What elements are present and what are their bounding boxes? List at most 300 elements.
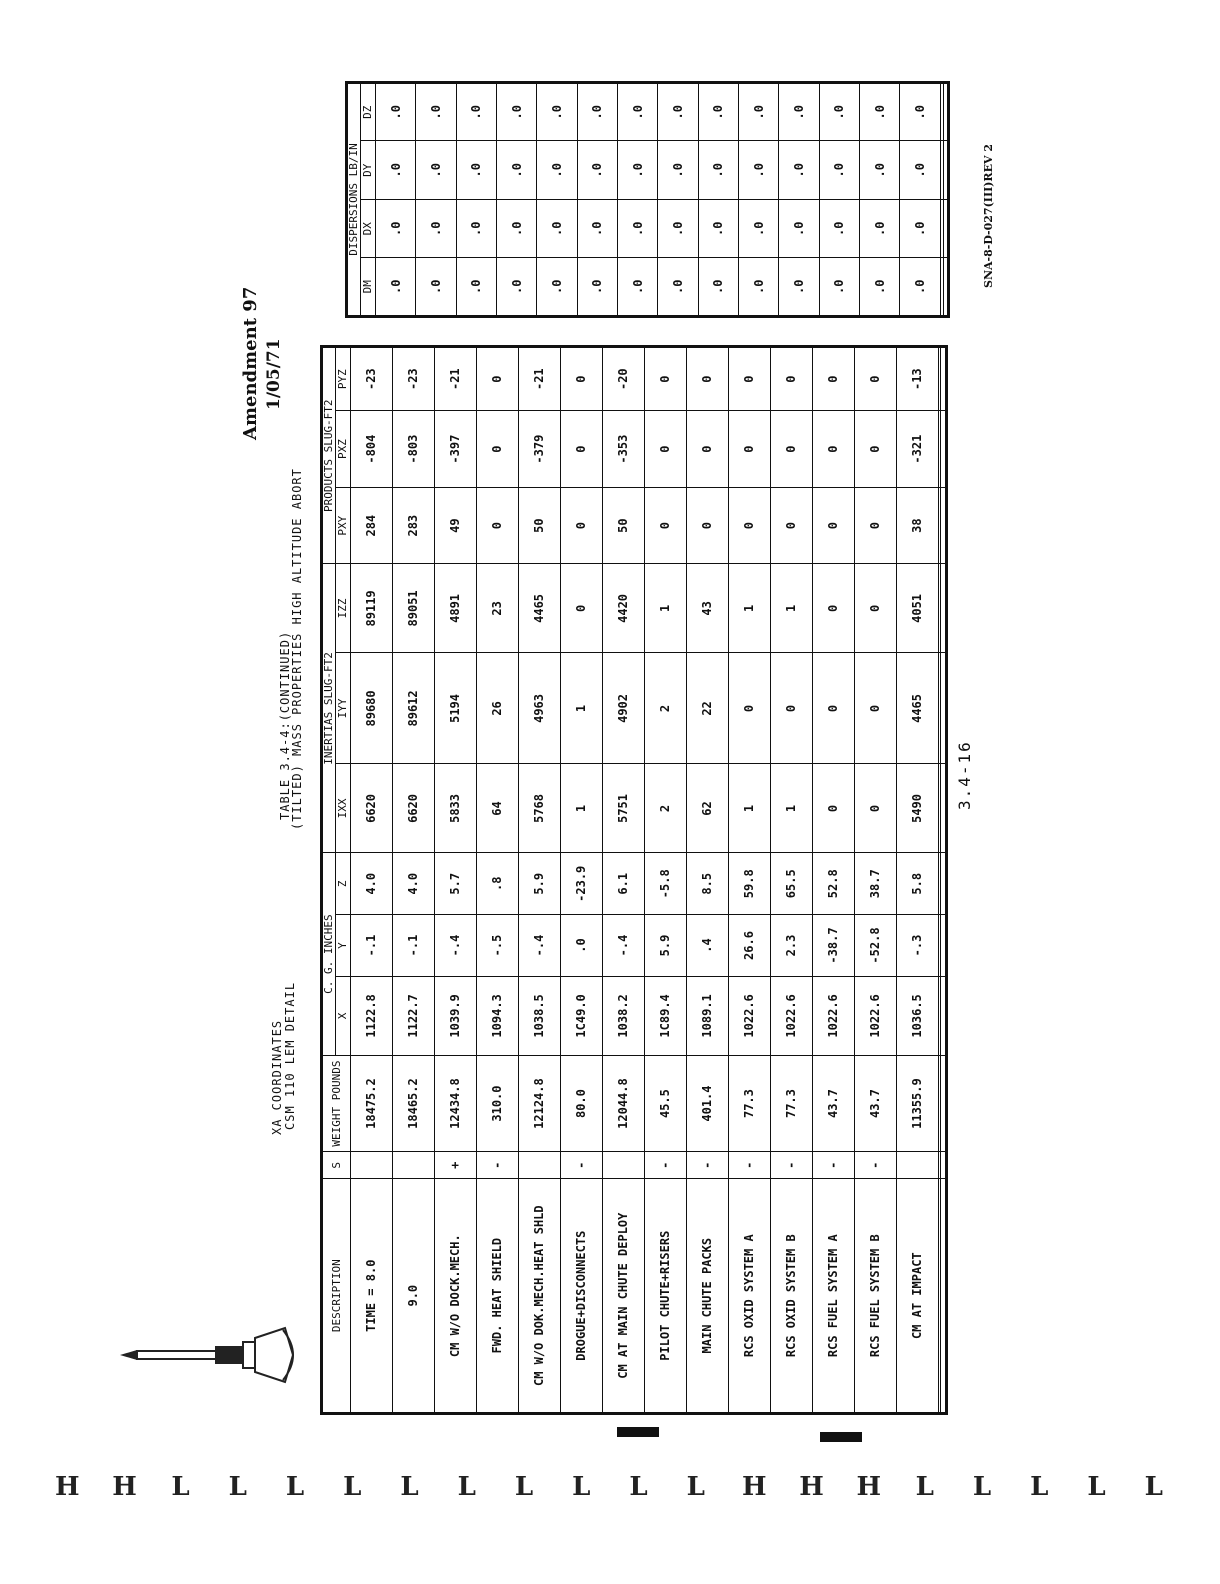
table-row: [351, 347, 393, 1414]
cell-desc: TIME = 8.0: [351, 1179, 393, 1414]
cell-y: .0: [560, 915, 602, 977]
table-row: [941, 347, 947, 1414]
cell-iyy: 0: [770, 653, 812, 764]
cell-s: [602, 1152, 644, 1179]
dispersion-cell: .0: [497, 200, 537, 259]
cell-s: -: [560, 1152, 602, 1179]
table-row: [518, 347, 560, 1414]
col-ixx: IXX: [336, 764, 351, 853]
cell-weight: 310.0: [476, 1055, 518, 1151]
punch-mark: L: [171, 1472, 190, 1502]
cell-desc: RCS OXID SYSTEM A: [728, 1179, 770, 1414]
cell-ixx: 64: [476, 764, 518, 853]
dispersion-cell: .0: [618, 141, 658, 200]
cell-desc: MAIN CHUTE PACKS: [686, 1179, 728, 1414]
cell-z: 5.9: [518, 853, 560, 915]
dispersion-cell: .0: [779, 200, 819, 259]
dispersion-cell: .0: [416, 258, 456, 317]
cell-z: 8.5: [686, 853, 728, 915]
cell-y: 26.6: [728, 915, 770, 977]
page-number: 3.4-16: [955, 740, 974, 810]
cell-pxy: 0: [476, 487, 518, 564]
cell-ixx: 6620: [351, 764, 393, 853]
cell-pyz: 0: [854, 347, 896, 411]
dispersions-row: [739, 83, 779, 317]
cell-pxy: 0: [644, 487, 686, 564]
cell-ixx: 6620: [392, 764, 434, 853]
cell-izz: 4465: [518, 564, 560, 653]
dispersion-cell: .0: [658, 141, 698, 200]
dispersion-cell: .0: [779, 258, 819, 317]
table-row: [770, 347, 812, 1414]
punch-mark: L: [457, 1472, 476, 1502]
dispersions-row: [497, 83, 537, 317]
dispersion-cell: .0: [658, 83, 698, 142]
cell-izz: 89119: [351, 564, 393, 653]
table-header-row: [322, 347, 336, 1414]
dispersion-cell: .0: [860, 258, 900, 317]
cell-y: -.1: [351, 915, 393, 977]
dispersions-row: [618, 83, 658, 317]
cell-ixx: 5833: [434, 764, 476, 853]
cell-izz: 1: [770, 564, 812, 653]
cell-weight: 401.4: [686, 1055, 728, 1151]
cell-desc: RCS OXID SYSTEM B: [770, 1179, 812, 1414]
cell-pxy: 0: [854, 487, 896, 564]
dispersion-cell: [943, 200, 949, 259]
dispersion-cell: .0: [497, 141, 537, 200]
cell-ixx: 5751: [602, 764, 644, 853]
cell-izz: 4420: [602, 564, 644, 653]
col-dm: DM: [361, 258, 376, 317]
cell-z: [941, 853, 947, 915]
vehicle-subtitle: CSM 110 LEM DETAIL: [283, 981, 297, 1130]
dispersions-row: [900, 83, 940, 317]
cell-pyz: 0: [644, 347, 686, 411]
cell-pxz: 0: [686, 411, 728, 488]
cell-z: 4.0: [392, 853, 434, 915]
cell-izz: 0: [560, 564, 602, 653]
col-dx: DX: [361, 200, 376, 259]
dispersions-title-row: [347, 83, 361, 317]
table-title: TABLE 3.4-4:(CONTINUED): [278, 630, 292, 820]
cell-pxy: 0: [560, 487, 602, 564]
cell-pxz: -321: [896, 411, 938, 488]
dispersion-cell: .0: [658, 200, 698, 259]
cell-s: +: [434, 1152, 476, 1179]
dispersion-cell: .0: [456, 200, 496, 259]
cell-izz: 1: [644, 564, 686, 653]
dispersions-row: [860, 83, 900, 317]
cell-x: 1022.6: [812, 976, 854, 1055]
dispersion-cell: [943, 141, 949, 200]
table-row: [392, 347, 434, 1414]
cell-pyz: 0: [770, 347, 812, 411]
cell-x: 1038.5: [518, 976, 560, 1055]
cell-s: -: [728, 1152, 770, 1179]
cell-x: 1C89.4: [644, 976, 686, 1055]
punch-mark: L: [1030, 1472, 1049, 1502]
cell-ixx: 5768: [518, 764, 560, 853]
cell-weight: 18465.2: [392, 1055, 434, 1151]
cell-weight: 11355.9: [896, 1055, 938, 1151]
table-row: [602, 347, 644, 1414]
cell-y: [941, 915, 947, 977]
cell-y: 2.3: [770, 915, 812, 977]
table-row: [560, 347, 602, 1414]
dispersion-cell: .0: [497, 258, 537, 317]
cell-weight: 77.3: [728, 1055, 770, 1151]
dispersion-cell: .0: [739, 83, 779, 142]
punch-mark: H: [112, 1472, 137, 1502]
cell-pxy: 38: [896, 487, 938, 564]
cell-z: 4.0: [351, 853, 393, 915]
col-izz: IZZ: [336, 564, 351, 653]
cell-iyy: 26: [476, 653, 518, 764]
dispersion-cell: .0: [618, 83, 658, 142]
table-row: [896, 347, 938, 1414]
dispersion-cell: [943, 258, 949, 317]
amendment-date: 1/05/71: [264, 338, 284, 410]
punch-mark: L: [400, 1472, 419, 1502]
cell-ixx: 0: [854, 764, 896, 853]
cell-pyz: -13: [896, 347, 938, 411]
dispersions-table: [345, 81, 950, 318]
punch-mark: L: [1087, 1472, 1106, 1502]
cell-desc: CM W/O DOK.MECH.HEAT SHLD: [518, 1179, 560, 1414]
dispersions-row: [416, 83, 456, 317]
cell-pxz: 0: [728, 411, 770, 488]
cell-izz: [941, 564, 947, 653]
cell-pxy: [941, 487, 947, 564]
punch-mark: H: [742, 1472, 767, 1502]
dispersion-cell: .0: [577, 200, 617, 259]
cell-z: 65.5: [770, 853, 812, 915]
cell-y: -52.8: [854, 915, 896, 977]
cell-desc: 9.0: [392, 1179, 434, 1414]
cell-ixx: 2: [644, 764, 686, 853]
cell-desc: DROGUE+DISCONNECTS: [560, 1179, 602, 1414]
dispersion-cell: .0: [497, 83, 537, 142]
cell-pyz: [941, 347, 947, 411]
dispersion-cell: .0: [456, 258, 496, 317]
dispersions-title: DISPERSIONS LB/IN: [347, 83, 361, 317]
cell-desc: CM W/O DOCK.MECH.: [434, 1179, 476, 1414]
dispersion-cell: .0: [900, 200, 940, 259]
dispersion-cell: .0: [537, 258, 577, 317]
cell-pxy: 0: [812, 487, 854, 564]
cell-iyy: 0: [812, 653, 854, 764]
cell-x: 1036.5: [896, 976, 938, 1055]
cell-izz: 0: [812, 564, 854, 653]
cell-s: [941, 1152, 947, 1179]
dispersion-cell: .0: [698, 258, 738, 317]
cell-y: 5.9: [644, 915, 686, 977]
dispersion-cell: .0: [900, 258, 940, 317]
cell-pxy: 0: [686, 487, 728, 564]
cell-iyy: 4902: [602, 653, 644, 764]
dispersion-cell: .0: [577, 258, 617, 317]
cell-pxy: 0: [728, 487, 770, 564]
punch-mark: L: [572, 1472, 591, 1502]
dispersions-row: [698, 83, 738, 317]
dispersion-cell: .0: [819, 141, 859, 200]
cell-x: 1039.9: [434, 976, 476, 1055]
cell-pxz: [941, 411, 947, 488]
cell-y: -.4: [434, 915, 476, 977]
cell-y: .4: [686, 915, 728, 977]
cell-pyz: 0: [476, 347, 518, 411]
dispersions-header-row: [361, 83, 376, 317]
cell-weight: 80.0: [560, 1055, 602, 1151]
cell-y: -.1: [392, 915, 434, 977]
col-weight: WEIGHT POUNDS: [322, 1055, 351, 1151]
dispersion-cell: [943, 83, 949, 142]
dispersion-cell: .0: [739, 200, 779, 259]
cell-weight: 45.5: [644, 1055, 686, 1151]
col-cg-x: X: [336, 976, 351, 1055]
cell-pxy: 0: [770, 487, 812, 564]
tab-mark: [617, 1427, 659, 1437]
cell-ixx: [941, 764, 947, 853]
cell-iyy: 4963: [518, 653, 560, 764]
cell-pxz: 0: [476, 411, 518, 488]
cell-pxz: -804: [351, 411, 393, 488]
cell-s: -: [686, 1152, 728, 1179]
table-row: [686, 347, 728, 1414]
col-iyy: IYY: [336, 653, 351, 764]
cell-x: 1022.6: [728, 976, 770, 1055]
dispersion-cell: .0: [739, 141, 779, 200]
cell-desc: RCS FUEL SYSTEM B: [854, 1179, 896, 1414]
cell-pxz: 0: [560, 411, 602, 488]
cell-x: [941, 976, 947, 1055]
cell-pxy: 284: [351, 487, 393, 564]
dispersion-cell: .0: [900, 83, 940, 142]
punch-mark: L: [1144, 1472, 1163, 1502]
dispersion-cell: .0: [416, 83, 456, 142]
cell-iyy: 22: [686, 653, 728, 764]
amendment-label: Amendment 97: [240, 286, 261, 440]
cell-weight: 12124.8: [518, 1055, 560, 1151]
cell-izz: 43: [686, 564, 728, 653]
dispersion-cell: .0: [819, 258, 859, 317]
cell-pxz: 0: [854, 411, 896, 488]
dispersion-cell: .0: [537, 141, 577, 200]
dispersion-cell: .0: [537, 200, 577, 259]
col-dy: DY: [361, 141, 376, 200]
punch-mark: L: [228, 1472, 247, 1502]
col-cg-y: Y: [336, 915, 351, 977]
cell-x: 1038.2: [602, 976, 644, 1055]
punch-mark: L: [629, 1472, 648, 1502]
cell-y: -.5: [476, 915, 518, 977]
cell-weight: 12044.8: [602, 1055, 644, 1151]
dispersions-row: [819, 83, 859, 317]
cell-izz: 1: [728, 564, 770, 653]
dispersion-cell: .0: [618, 200, 658, 259]
table-row: [434, 347, 476, 1414]
cell-pyz: 0: [686, 347, 728, 411]
cell-pxz: -353: [602, 411, 644, 488]
cell-pxy: 283: [392, 487, 434, 564]
cell-pxz: 0: [644, 411, 686, 488]
cell-s: [351, 1152, 393, 1179]
dispersion-cell: .0: [860, 141, 900, 200]
cell-desc: FWD. HEAT SHIELD: [476, 1179, 518, 1414]
col-inertias-group: INERTIAS SLUG-FT2: [322, 564, 336, 853]
cell-weight: [941, 1055, 947, 1151]
dispersions-row: [376, 83, 416, 317]
col-pxy: PXY: [336, 487, 351, 564]
dispersion-cell: .0: [860, 200, 900, 259]
dispersion-cell: .0: [698, 83, 738, 142]
dispersion-cell: .0: [537, 83, 577, 142]
cell-z: 5.8: [896, 853, 938, 915]
punch-mark: L: [514, 1472, 534, 1502]
cell-iyy: 5194: [434, 653, 476, 764]
dispersion-cell: .0: [739, 258, 779, 317]
cell-x: 1022.6: [770, 976, 812, 1055]
cell-y: -.3: [896, 915, 938, 977]
dispersion-cell: .0: [698, 200, 738, 259]
cell-x: 1089.1: [686, 976, 728, 1055]
cell-z: 38.7: [854, 853, 896, 915]
cell-pxz: -397: [434, 411, 476, 488]
dispersions-row: [943, 83, 949, 317]
table-row: [854, 347, 896, 1414]
cell-weight: 12434.8: [434, 1055, 476, 1151]
cell-izz: 4891: [434, 564, 476, 653]
cell-izz: 0: [854, 564, 896, 653]
coordinates-label: XA COORDINATES: [270, 1019, 284, 1135]
dispersion-cell: .0: [860, 83, 900, 142]
cell-s: [896, 1152, 938, 1179]
document-id: SNA-8-D-027(III)REV 2: [982, 144, 995, 288]
cell-x: 1122.8: [351, 976, 393, 1055]
cell-s: [518, 1152, 560, 1179]
dispersions-row: [779, 83, 819, 317]
cell-ixx: 5490: [896, 764, 938, 853]
cell-izz: 23: [476, 564, 518, 653]
dispersions-table-frame: [345, 81, 950, 318]
cell-iyy: [941, 653, 947, 764]
punch-mark: L: [972, 1472, 992, 1502]
cell-z: 5.7: [434, 853, 476, 915]
col-pxz: PXZ: [336, 411, 351, 488]
cell-s: -: [770, 1152, 812, 1179]
cell-x: 1122.7: [392, 976, 434, 1055]
cell-s: -: [644, 1152, 686, 1179]
col-sign: S: [322, 1152, 351, 1179]
cell-iyy: 4465: [896, 653, 938, 764]
cell-izz: 89051: [392, 564, 434, 653]
cell-pyz: 0: [560, 347, 602, 411]
cell-x: 1094.3: [476, 976, 518, 1055]
cell-pyz: -20: [602, 347, 644, 411]
punch-mark: H: [799, 1472, 824, 1502]
col-dz: DZ: [361, 83, 376, 142]
cell-iyy: 89612: [392, 653, 434, 764]
dispersions-row: [456, 83, 496, 317]
dispersion-cell: .0: [416, 141, 456, 200]
col-description: DESCRIPTION: [322, 1179, 351, 1414]
dispersion-cell: .0: [456, 83, 496, 142]
cell-z: .8: [476, 853, 518, 915]
cell-iyy: 1: [560, 653, 602, 764]
cell-s: [392, 1152, 434, 1179]
cell-y: -.4: [518, 915, 560, 977]
cell-ixx: 62: [686, 764, 728, 853]
cell-pxy: 50: [518, 487, 560, 564]
cell-x: 1022.6: [854, 976, 896, 1055]
cell-weight: 43.7: [854, 1055, 896, 1151]
col-cg-group: C. G. INCHES: [322, 853, 336, 1056]
punch-mark: L: [915, 1472, 934, 1502]
cell-pyz: 0: [812, 347, 854, 411]
table-row: [644, 347, 686, 1414]
dispersion-cell: .0: [376, 200, 416, 259]
dispersion-cell: .0: [779, 141, 819, 200]
table-row: [728, 347, 770, 1414]
cell-weight: 18475.2: [351, 1055, 393, 1151]
cell-desc: RCS FUEL SYSTEM A: [812, 1179, 854, 1414]
cell-z: -23.9: [560, 853, 602, 915]
punch-mark: H: [55, 1472, 80, 1502]
dispersion-cell: .0: [456, 141, 496, 200]
punch-mark: L: [285, 1472, 305, 1502]
cell-pxz: 0: [770, 411, 812, 488]
cell-pyz: 0: [728, 347, 770, 411]
cell-desc: [941, 1179, 947, 1414]
cell-s: -: [854, 1152, 896, 1179]
cell-pyz: -21: [518, 347, 560, 411]
cell-ixx: 1: [560, 764, 602, 853]
cell-z: 52.8: [812, 853, 854, 915]
cell-iyy: 0: [728, 653, 770, 764]
dispersion-cell: .0: [698, 141, 738, 200]
cell-z: 6.1: [602, 853, 644, 915]
cell-iyy: 89680: [351, 653, 393, 764]
cell-izz: 4051: [896, 564, 938, 653]
cell-weight: 43.7: [812, 1055, 854, 1151]
dispersion-cell: .0: [376, 258, 416, 317]
cell-pxy: 49: [434, 487, 476, 564]
cell-pxz: -803: [392, 411, 434, 488]
cell-s: -: [812, 1152, 854, 1179]
dispersion-cell: .0: [658, 258, 698, 317]
cell-s: -: [476, 1152, 518, 1179]
cell-iyy: 0: [854, 653, 896, 764]
dispersion-cell: .0: [819, 200, 859, 259]
cell-weight: 77.3: [770, 1055, 812, 1151]
tab-mark: [820, 1432, 862, 1442]
cell-ixx: 0: [812, 764, 854, 853]
dispersion-cell: .0: [416, 200, 456, 259]
table-subtitle: (TILTED) MASS PROPERTIES HIGH ALTITUDE ABORT: [290, 468, 304, 830]
dispersion-cell: .0: [577, 141, 617, 200]
dispersion-cell: .0: [376, 141, 416, 200]
cell-x: 1C49.0: [560, 976, 602, 1055]
cell-pxz: -379: [518, 411, 560, 488]
cell-desc: PILOT CHUTE+RISERS: [644, 1179, 686, 1414]
dispersions-row: [577, 83, 617, 317]
dispersion-cell: .0: [819, 83, 859, 142]
cell-y: -38.7: [812, 915, 854, 977]
col-products-group: PRODUCTS SLUG-FT2: [322, 347, 336, 564]
dispersion-cell: .0: [577, 83, 617, 142]
cell-z: -5.8: [644, 853, 686, 915]
